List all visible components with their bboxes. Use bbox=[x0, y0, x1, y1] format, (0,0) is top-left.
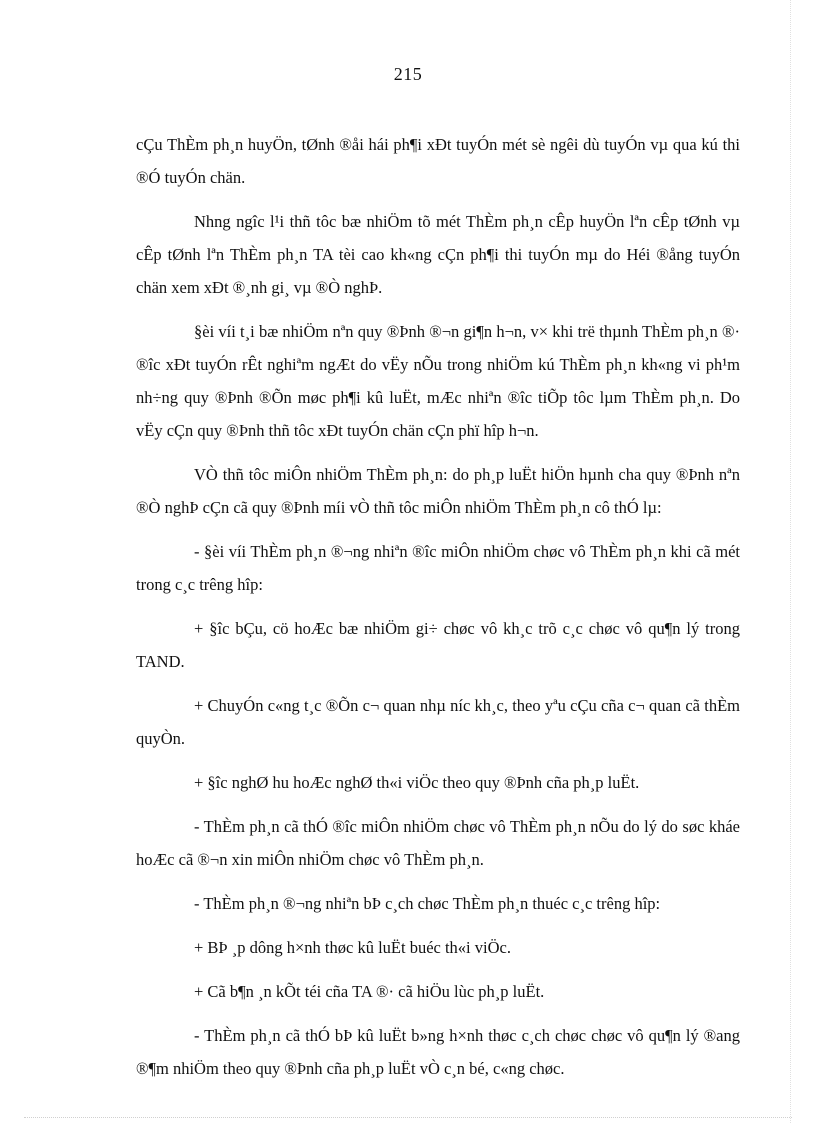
paragraph: + §îc bÇu, cö hoÆc bæ nhiÖm gi÷ chøc vô kh¸c trõ c¸c chøc vô qu¶n lý trong TAND. bbox=[136, 619, 740, 671]
paragraph: - §èi víi ThÈm ph¸n ®¬ng nhiªn ®îc miÔn nhiÖm chøc vô ThÈm ph¸n khi cã mét trong c¸c trêng hîp: bbox=[136, 542, 740, 594]
paragraph: cÇu ThÈm ph¸n huyÖn, tØnh ®åi hái ph¶i xÐt tuyÓn mét sè ngêi dù tuyÓn vµ qua kú thi ®Ó tuyÓn chän. bbox=[136, 135, 740, 187]
page-number: 215 bbox=[393, 64, 423, 84]
paragraph: - ThÈm ph¸n cã thÓ bÞ kû luËt b»ng h×nh thøc c¸ch chøc chøc vô qu¶n lý ®ang ®¶m nhiÖm theo quy ®Þnh cña ph¸p luËt vÒ c¸n bé, c«ng chøc. bbox=[136, 1026, 740, 1078]
paragraph: + ChuyÓn c«ng t¸c ®Õn c¬ quan nhµ níc kh¸c, theo yªu cÇu cña c¬ quan cã thÈm quyÒn. bbox=[136, 696, 740, 748]
paragraph: + Cã b¶n ¸n kÕt téi cña TA ®· cã hiÖu lùc ph¸p luËt. bbox=[194, 982, 545, 1001]
page-bottom-divider bbox=[24, 1117, 792, 1118]
paragraph: VÒ thñ tôc miÔn nhiÖm ThÈm ph¸n: do ph¸p luËt hiÖn hµnh cha quy ®Þnh nªn ®Ò nghÞ cÇn cã quy ®Þnh míi vÒ thñ tôc miÔn nhiÖm ThÈm ph¸n cô thÓ lµ: bbox=[136, 465, 740, 517]
body-text bbox=[136, 128, 740, 1096]
paragraph: - ThÈm ph¸n cã thÓ ®îc miÔn nhiÖm chøc vô ThÈm ph¸n nÕu do lý do søc kháe hoÆc cã ®¬n xin miÔn nhiÖm chøc vô ThÈm ph¸n. bbox=[136, 817, 740, 869]
page-edge-divider bbox=[790, 0, 791, 1123]
paragraph: + BÞ ¸p dông h×nh thøc kû luËt buéc th«i viÖc. bbox=[194, 938, 511, 957]
paragraph: Nhng ngîc l¹i thñ tôc bæ nhiÖm tõ mét ThÈm ph¸n cÊp huyÖn lªn cÊp tØnh vµ cÊp tØnh lªn ThÈm ph¸n TA tèi cao kh«ng cÇn ph¶i thi tuyÓn mµ do Héi ®ång tuyÓn chän xem xÐt ®¸nh gi¸ vµ ®Ò nghÞ. bbox=[136, 212, 740, 297]
paragraph: §èi víi t¸i bæ nhiÖm nªn quy ®Þnh ®¬n gi¶n h¬n, v× khi trë thµnh ThÈm ph¸n ®· ®îc xÐt tuyÓn rÊt nghiªm ngÆt do vËy nÕu trong nhiÖm kú ThÈm ph¸n kh«ng vi ph¹m nh÷ng quy ®Þnh ®Õn møc ph¶i kû luËt, mÆc nhiªn ®îc tiÕp tôc lµm ThÈm ph¸n. Do vËy cÇn quy ®Þnh thñ tôc xÐt tuyÓn chän cÇn phï hîp h¬n. bbox=[136, 322, 740, 440]
paragraph: - ThÈm ph¸n ®¬ng nhiªn bÞ c¸ch chøc ThÈm ph¸n thuéc c¸c trêng hîp: bbox=[194, 894, 661, 913]
paragraph: + §îc nghØ hu hoÆc nghØ th«i viÖc theo quy ®Þnh cña ph¸p luËt. bbox=[194, 773, 640, 792]
